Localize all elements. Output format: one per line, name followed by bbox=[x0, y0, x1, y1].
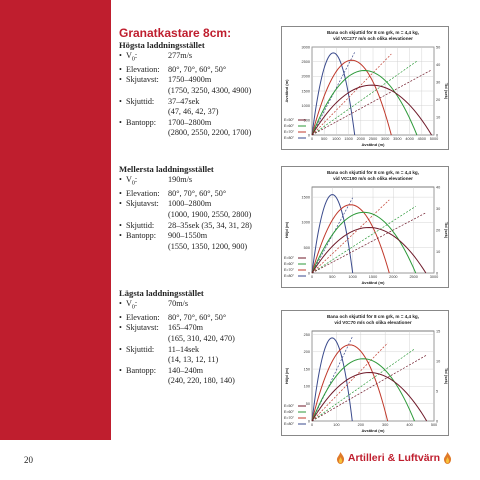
time-line bbox=[312, 54, 391, 135]
x-axis-label: Avstånd (m) bbox=[361, 280, 385, 285]
trajectory-chart-svg bbox=[282, 27, 448, 149]
range-value: 165–470m bbox=[168, 323, 204, 333]
x-tick-label: 0 bbox=[310, 137, 314, 141]
y-tick-label: 1500 bbox=[301, 195, 310, 200]
brand-name: Artilleri & Luftvärn bbox=[347, 452, 441, 464]
time-value: 28–35sek (35, 34, 31, 28) bbox=[168, 220, 252, 230]
trajectory-chart-svg bbox=[282, 167, 448, 287]
y-tick-label: 3000 bbox=[301, 45, 310, 50]
y2-tick-label: 20 bbox=[436, 228, 441, 233]
apex-detail: (1550, 1350, 1200, 900) bbox=[168, 241, 248, 251]
x-tick-label: 500 bbox=[329, 275, 336, 279]
legend-entry: E=60° bbox=[284, 410, 294, 414]
legend-entry: E=80° bbox=[284, 136, 294, 140]
x-axis-label: Avstånd (m) bbox=[361, 142, 385, 147]
y-tick-label: 100 bbox=[303, 384, 310, 389]
trajectory-line bbox=[312, 212, 416, 273]
x-tick-label: 2000 bbox=[389, 275, 398, 279]
time-label: Skjuttid: bbox=[126, 220, 155, 230]
page-number: 20 bbox=[24, 455, 33, 465]
x-tick-label: 2000 bbox=[356, 137, 366, 141]
y2-tick-label: 30 bbox=[436, 80, 441, 85]
apex-label: Bantopp: bbox=[126, 117, 157, 127]
y-tick-label: 500 bbox=[303, 118, 310, 123]
bullet: • bbox=[119, 75, 122, 85]
y-tick-label: 50 bbox=[305, 401, 310, 406]
apex-label: Bantopp: bbox=[126, 231, 157, 241]
y-axis-label: Höjd (m) bbox=[284, 367, 289, 385]
y-tick-label: 1000 bbox=[301, 103, 310, 108]
legend-entry: E=80° bbox=[284, 274, 294, 278]
time-label: Skjuttid: bbox=[126, 344, 155, 354]
y-tick-label: 0 bbox=[307, 419, 310, 424]
legend-entry: E=50° bbox=[284, 404, 294, 408]
legend-entry: E=70° bbox=[284, 416, 294, 420]
v0-value: 190m/s bbox=[168, 174, 193, 184]
range-detail: (1000, 1900, 2550, 2800) bbox=[168, 210, 252, 220]
y-tick-label: 2000 bbox=[301, 74, 310, 79]
section-heading: Mellersta laddningsstället bbox=[119, 164, 214, 174]
legend-entry: E=70° bbox=[284, 130, 294, 134]
trajectory-line bbox=[312, 345, 388, 421]
range-label: Skjutavst: bbox=[126, 323, 159, 333]
range-detail: (165, 310, 420, 470) bbox=[168, 334, 235, 344]
x-tick-label: 2500 bbox=[409, 275, 418, 279]
range-detail: (1750, 3250, 4300, 4900) bbox=[168, 86, 252, 96]
bullet: • bbox=[119, 117, 122, 127]
bullet: • bbox=[119, 50, 122, 60]
x-tick-label: 500 bbox=[321, 137, 328, 141]
time-label: Skjuttid: bbox=[126, 96, 155, 106]
y2-tick-label: 0 bbox=[436, 271, 439, 276]
trajectory-line bbox=[312, 70, 417, 135]
time-line bbox=[312, 61, 417, 135]
elevation-value: 80°, 70°, 60°, 50° bbox=[168, 312, 227, 322]
x-tick-label: 1500 bbox=[368, 275, 378, 279]
x-axis-label: Avstånd (m) bbox=[361, 428, 385, 433]
bullet: • bbox=[119, 174, 122, 184]
flame-icon bbox=[443, 452, 452, 464]
section-heading: Lägsta laddningsstället bbox=[119, 288, 204, 298]
chart-title: Bana och skjuttid för 8 cm grk, m = 4,4 kg, bbox=[326, 170, 420, 175]
trajectory-chart-low bbox=[281, 310, 449, 436]
v0-value: 70m/s bbox=[168, 298, 189, 308]
bullet: • bbox=[119, 312, 122, 322]
y2-axis-label: Tid (sek) bbox=[444, 367, 449, 385]
elevation-value: 80°, 70°, 60°, 50° bbox=[168, 64, 227, 74]
bullet: • bbox=[119, 96, 122, 106]
bullet: • bbox=[119, 365, 122, 375]
x-tick-label: 300 bbox=[382, 423, 389, 427]
y2-tick-label: 0 bbox=[436, 133, 439, 138]
brand-footer bbox=[336, 452, 452, 464]
apex-value: 900–1550m bbox=[168, 231, 208, 241]
x-tick-label: 3000 bbox=[380, 137, 390, 141]
bullet: • bbox=[119, 64, 122, 74]
y-tick-label: 500 bbox=[303, 246, 310, 251]
trajectory-line bbox=[312, 60, 391, 135]
trajectory-line bbox=[312, 227, 426, 273]
y2-tick-label: 20 bbox=[436, 98, 441, 103]
elevation-value: 80°, 70°, 60°, 50° bbox=[168, 188, 227, 198]
v0-label: $V_0$: bbox=[126, 298, 138, 311]
y-tick-label: 0 bbox=[307, 133, 310, 138]
y-tick-label: 200 bbox=[303, 350, 310, 355]
x-tick-label: 4000 bbox=[405, 137, 414, 141]
chart-title: Bana och skjuttid för 8 cm grk, m = 4,4 kg, bbox=[326, 30, 420, 35]
range-value: 1750–4900m bbox=[168, 75, 212, 85]
chart-title: vid V0=190 m/s och olika elevationer bbox=[333, 176, 413, 181]
bullet: • bbox=[119, 231, 122, 241]
bullet: • bbox=[119, 323, 122, 333]
x-tick-label: 2500 bbox=[368, 137, 378, 141]
x-tick-label: 100 bbox=[333, 423, 340, 427]
x-tick-label: 0 bbox=[310, 423, 314, 427]
y-axis-label: Avstånd (m) bbox=[284, 79, 289, 103]
red-sidebar-band bbox=[0, 0, 111, 440]
trajectory-line bbox=[312, 205, 389, 273]
y2-tick-label: 40 bbox=[436, 62, 441, 67]
y2-axis-label: Tid (sek) bbox=[444, 82, 449, 100]
bullet: • bbox=[119, 344, 122, 354]
x-tick-label: 1500 bbox=[344, 137, 353, 141]
elevation-label: Elevation: bbox=[126, 64, 160, 74]
time-line bbox=[312, 213, 426, 273]
range-label: Skjutavst: bbox=[126, 75, 159, 85]
y2-tick-label: 10 bbox=[436, 115, 441, 120]
section-middle-charge bbox=[119, 164, 279, 252]
v0-label: $V_0$: bbox=[126, 174, 138, 187]
bullet: • bbox=[119, 199, 122, 209]
legend-entry: E=60° bbox=[284, 124, 294, 128]
trajectory-chart-high bbox=[281, 26, 449, 150]
y2-tick-label: 10 bbox=[436, 249, 441, 254]
apex-value: 140–240m bbox=[168, 365, 204, 375]
y2-axis-label: Tid (sek) bbox=[444, 221, 449, 239]
legend-entry: E=50° bbox=[284, 118, 294, 122]
flame-icon bbox=[336, 452, 345, 464]
y-tick-label: 2500 bbox=[301, 59, 310, 64]
y2-tick-label: 30 bbox=[436, 206, 441, 211]
plot-area bbox=[312, 331, 434, 421]
bullet: • bbox=[119, 220, 122, 230]
legend-entry: E=70° bbox=[284, 268, 294, 272]
bullet: • bbox=[119, 188, 122, 198]
y-axis-label: Höjd (m) bbox=[284, 221, 289, 239]
v0-label: $V_0$: bbox=[126, 50, 138, 63]
x-tick-label: 3500 bbox=[393, 137, 402, 141]
x-tick-label: 5000 bbox=[429, 137, 439, 141]
x-tick-label: 1000 bbox=[332, 137, 341, 141]
x-tick-label: 0 bbox=[310, 275, 314, 279]
trajectory-chart-mid bbox=[281, 166, 449, 288]
y2-tick-label: 5 bbox=[436, 389, 439, 394]
apex-detail: (240, 220, 180, 140) bbox=[168, 376, 235, 386]
y-tick-label: 250 bbox=[303, 332, 310, 337]
bullet: • bbox=[119, 298, 122, 308]
x-tick-label: 3000 bbox=[429, 275, 439, 279]
y-tick-label: 1500 bbox=[301, 89, 310, 94]
y2-tick-label: 10 bbox=[436, 359, 441, 364]
y-tick-label: 150 bbox=[303, 367, 310, 372]
elevation-label: Elevation: bbox=[126, 188, 160, 198]
time-value: 37–47sek bbox=[168, 96, 200, 106]
section-highest-charge bbox=[119, 40, 279, 139]
y2-tick-label: 0 bbox=[436, 419, 439, 424]
section-heading: Högsta laddningsstället bbox=[119, 40, 205, 50]
x-tick-label: 500 bbox=[430, 423, 438, 427]
elevation-label: Elevation: bbox=[126, 312, 160, 322]
chart-title: vid V0=70 m/s och olika elevationer bbox=[334, 320, 412, 325]
chart-title: vid V0=277 m/s och olika elevationer bbox=[333, 36, 413, 41]
x-tick-label: 200 bbox=[357, 423, 364, 427]
apex-value: 1700–2800m bbox=[168, 117, 212, 127]
trajectory-chart-svg bbox=[282, 311, 448, 435]
time-value: 11–14sek bbox=[168, 344, 200, 354]
time-detail: (47, 46, 42, 37) bbox=[168, 107, 219, 117]
section-lowest-charge bbox=[119, 288, 279, 387]
y2-tick-label: 50 bbox=[436, 45, 441, 50]
page-title: Granatkastare 8cm: bbox=[119, 26, 232, 40]
range-label: Skjutavst: bbox=[126, 199, 159, 209]
legend-entry: E=60° bbox=[284, 262, 294, 266]
y-tick-label: 1000 bbox=[301, 220, 310, 225]
x-tick-label: 1000 bbox=[348, 275, 357, 279]
x-tick-label: 4500 bbox=[417, 137, 427, 141]
time-line bbox=[312, 206, 416, 273]
legend-entry: E=50° bbox=[284, 256, 294, 260]
y-tick-label: 0 bbox=[307, 271, 310, 276]
y2-tick-label: 40 bbox=[436, 185, 441, 190]
v0-value: 277m/s bbox=[168, 50, 193, 60]
range-value: 1000–2800m bbox=[168, 199, 212, 209]
apex-label: Bantopp: bbox=[126, 365, 157, 375]
time-detail: (14, 13, 12, 11) bbox=[168, 355, 219, 365]
chart-title: Bana och skjuttid för 8 cm grk, m = 4,4 kg, bbox=[326, 314, 420, 319]
y2-tick-label: 15 bbox=[436, 329, 441, 334]
apex-detail: (2800, 2550, 2200, 1700) bbox=[168, 128, 252, 138]
legend-entry: E=80° bbox=[284, 422, 294, 426]
x-tick-label: 400 bbox=[406, 423, 413, 427]
